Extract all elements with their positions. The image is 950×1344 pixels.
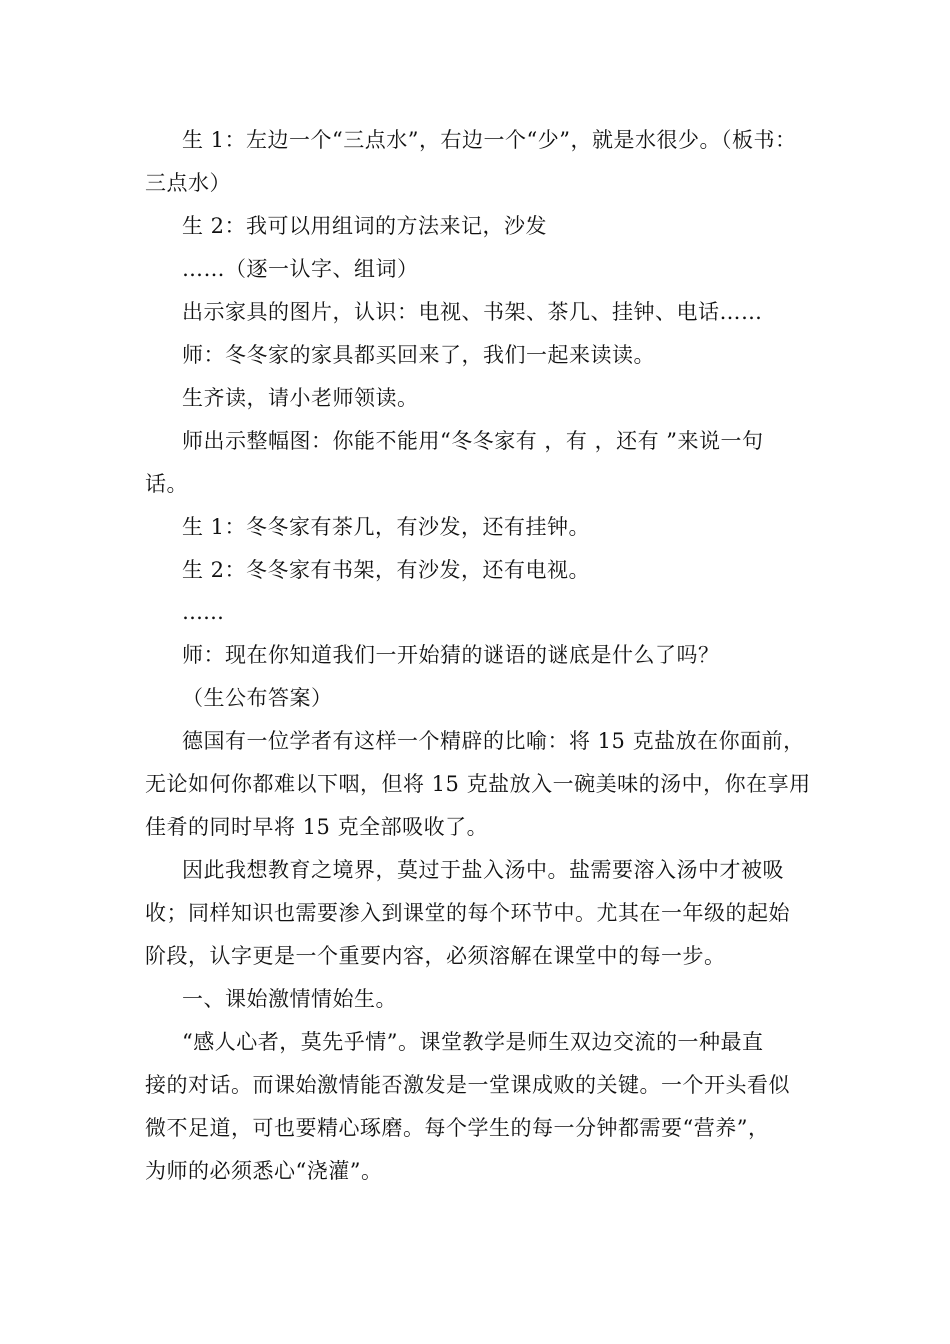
text-line-12: ……	[182, 600, 224, 624]
text-line-20: 阶段，认字更是一个重要内容，必须溶解在课堂中的每一步。	[145, 944, 726, 968]
text-line-1: 生 1：左边一个“三点水”，右边一个“少”，就是水很少。（板书：	[182, 128, 797, 152]
text-line-19: 收；同样知识也需要渗入到课堂的每个环节中。尤其在一年级的起始	[145, 901, 790, 925]
text-line-5: 出示家具的图片，认识：电视、书架、茶几、挂钟、电话……	[182, 300, 763, 324]
text-line-2: 三点水）	[145, 171, 231, 195]
text-line-18: 因此我想教育之境界，莫过于盐入汤中。盐需要溶入汤中才被吸	[182, 858, 784, 882]
text-line-22: “感人心者，莫先乎情”。课堂教学是师生双边交流的一种最直	[182, 1030, 764, 1054]
text-line-24: 微不足道，可也要精心琢磨。每个学生的每一分钟都需要“营养”，	[145, 1116, 770, 1140]
text-line-6: 师：冬冬家的家具都买回来了，我们一起来读读。	[182, 343, 655, 367]
text-line-8: 师出示整幅图：你能不能用“冬冬家有 ，有 ，还有 ”来说一句	[182, 429, 764, 453]
text-line-21: 一、课始激情情始生。	[182, 987, 397, 1011]
text-line-11: 生 2：冬冬家有书架，有沙发，还有电视。	[182, 558, 591, 582]
text-line-9: 话。	[145, 472, 188, 496]
text-line-17: 佳肴的同时早将 15 克全部吸收了。	[145, 815, 489, 839]
text-line-3: 生 2：我可以用组词的方法来记，沙发	[182, 214, 548, 238]
text-line-25: 为师的必须悉心“浇灌”。	[145, 1159, 383, 1183]
text-line-4: ……（逐一认字、组词）	[182, 257, 419, 281]
text-line-13: 师：现在你知道我们一开始猜的谜语的谜底是什么了吗？	[182, 643, 720, 667]
text-line-14: （生公布答案）	[182, 686, 333, 710]
text-line-16: 无论如何你都难以下咽，但将 15 克盐放入一碗美味的汤中，你在享用	[145, 772, 811, 796]
text-line-23: 接的对话。而课始激情能否激发是一堂课成败的关键。一个开头看似	[145, 1073, 790, 1097]
text-line-7: 生齐读，请小老师领读。	[182, 386, 419, 410]
text-line-10: 生 1：冬冬家有茶几，有沙发，还有挂钟。	[182, 515, 591, 539]
text-line-15: 德国有一位学者有这样一个精辟的比喻：将 15 克盐放在你面前，	[182, 729, 805, 753]
